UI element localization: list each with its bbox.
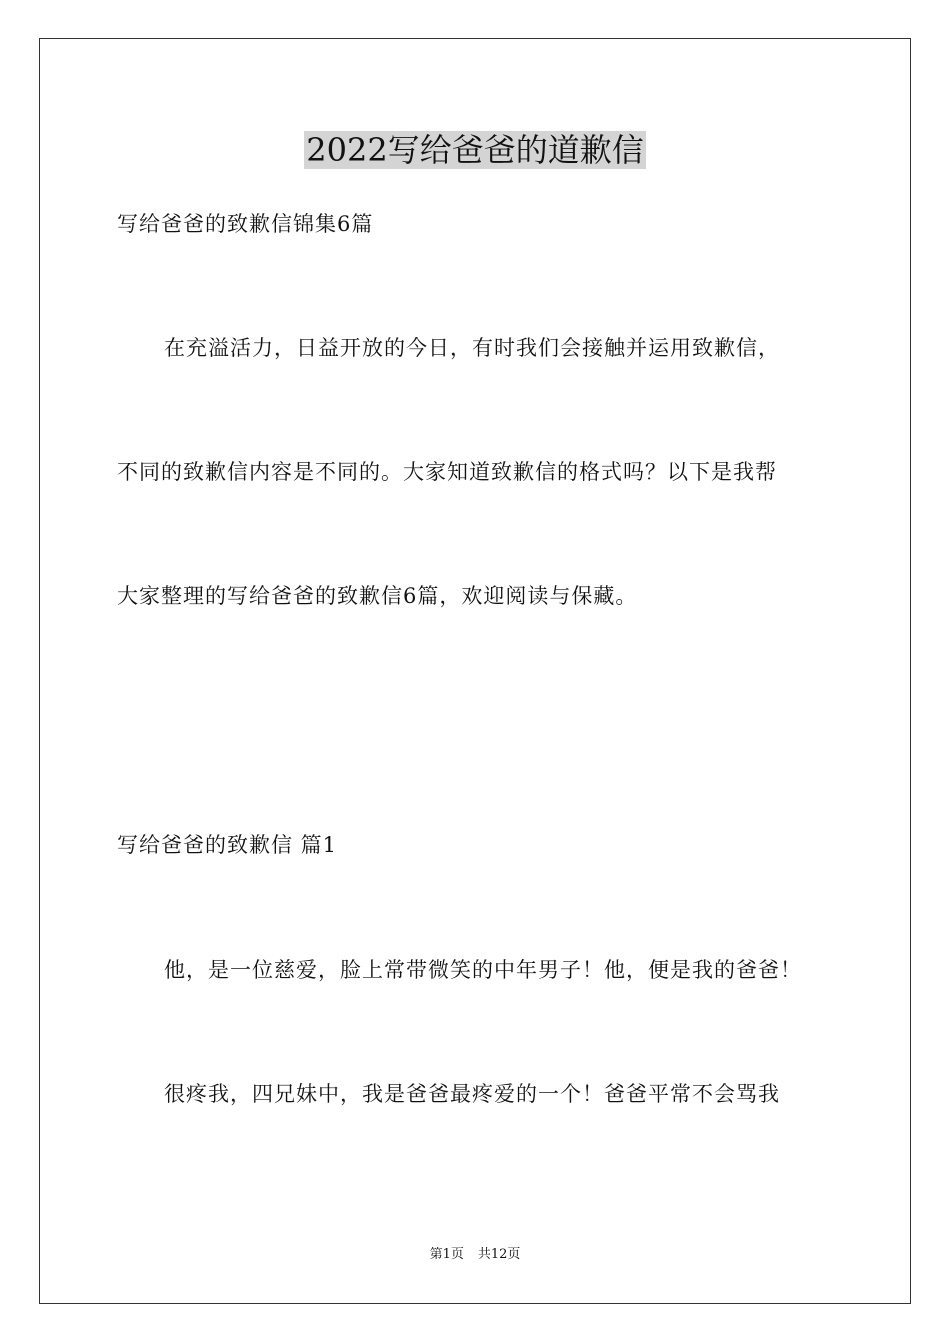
section-paragraph-line-1: 他，是一位慈爱，脸上常带微笑的中年男子！他，便是我的爸爸！	[164, 958, 802, 982]
section-paragraph-line-2: 很疼我，四兄妹中，我是爸爸最疼爱的一个！爸爸平常不会骂我	[164, 1082, 780, 1106]
intro-paragraph-line-1: 在充溢活力，日益开放的今日，有时我们会接触并运用致歉信，	[164, 336, 780, 360]
page-footer	[0, 1246, 950, 1264]
document-title-text: 2022写给爸爸的道歉信	[306, 131, 644, 169]
page-number: 第1页	[429, 1247, 464, 1262]
section-heading: 写给爸爸的致歉信 篇1	[117, 833, 338, 857]
document-title	[0, 128, 950, 172]
page-total: 共12页	[477, 1247, 521, 1262]
intro-paragraph-line-3: 大家整理的写给爸爸的致歉信6篇，欢迎阅读与保藏。	[117, 584, 638, 608]
intro-paragraph-line-2: 不同的致歉信内容是不同的。大家知道致歉信的格式吗？以下是我帮	[117, 460, 777, 484]
document-subtitle: 写给爸爸的致歉信锦集6篇	[117, 212, 374, 236]
